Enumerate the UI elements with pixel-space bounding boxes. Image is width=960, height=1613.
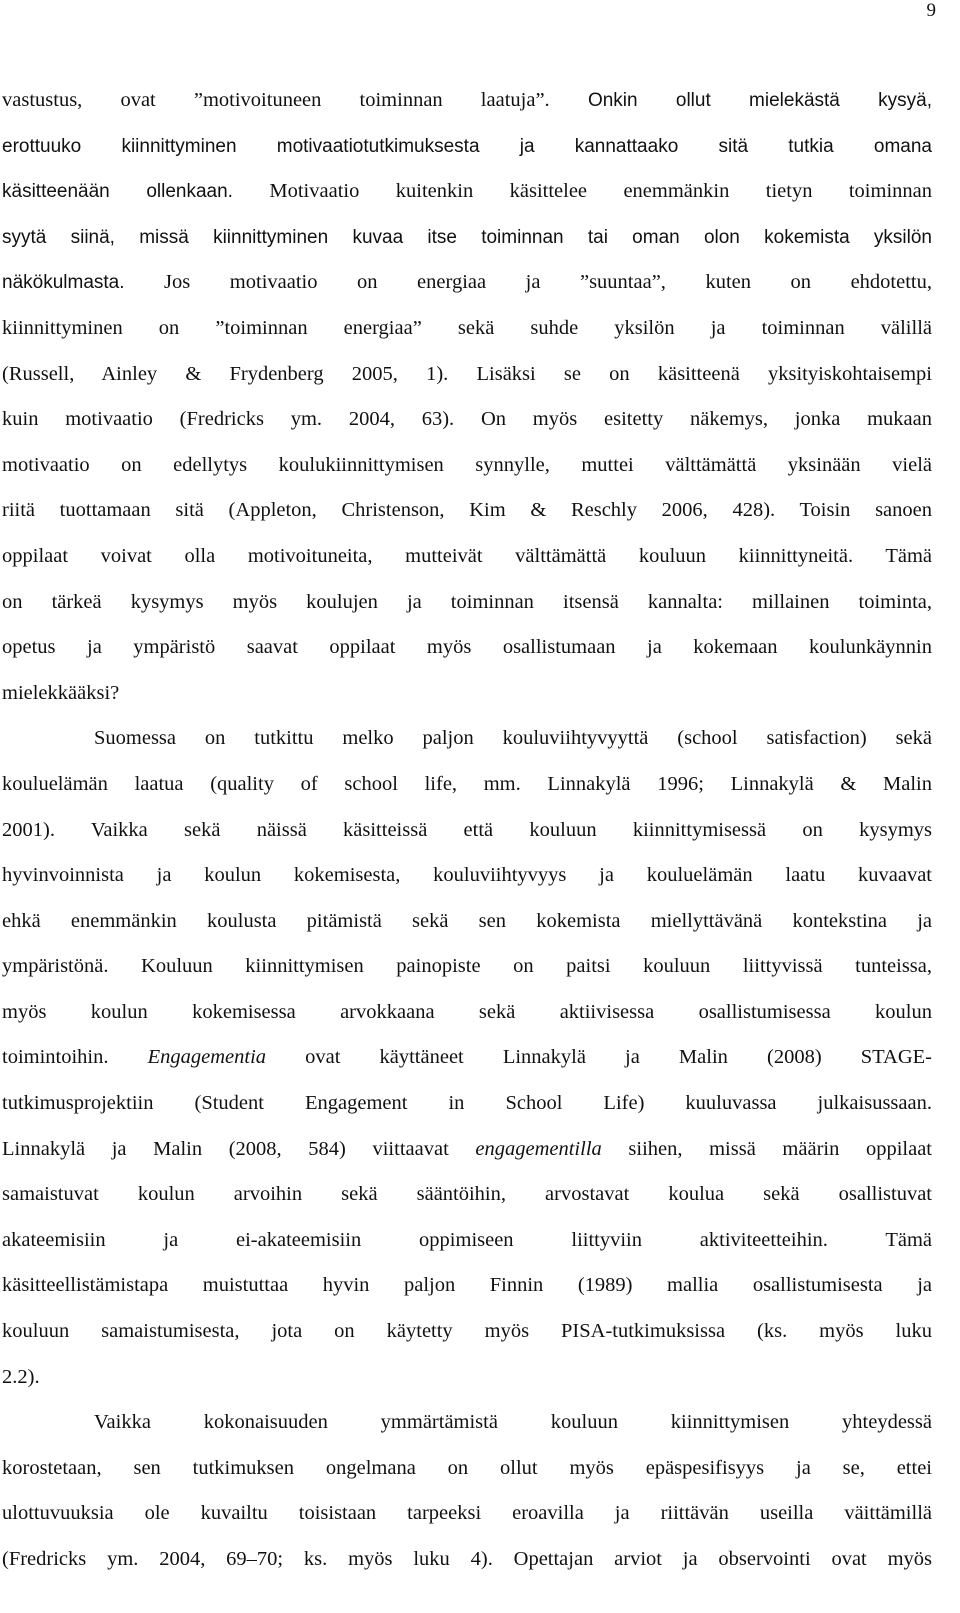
text-line: 2.2). [2,1365,40,1388]
text-span: toimintoihin. [2,1046,148,1069]
italic-term: engagementilla [475,1137,602,1160]
text-span: vastustus, ovat ”motivoituneen toiminnan laatuja”. [2,89,550,111]
text-line [2,169,932,215]
text-span: ovat käyttäneet Linnakylä ja Malin (2008) STAGE- [266,1046,932,1069]
body-text [2,78,932,1583]
text-line: samaistuvat koulun arvoihin sekä sääntöihin, arvostavat koulua sekä osallistuvat [2,1183,932,1206]
text-span: Jos motivaatio on energiaa ja ”suuntaa”, kuten on ehdotettu, [124,271,932,294]
text-line: tutkimusprojektiin (Student Engagement in School Life) kuuluvassa julkaisussaan. [2,1092,932,1115]
text-span: siihen, missä määrin oppilaat [601,1137,932,1160]
text-line: ulottuvuuksia ole kuvailtu toisistaan tarpeeksi eroavilla ja riittävän useilla väittämillä [2,1502,932,1525]
text-line: 2001). Vaikka sekä näissä käsitteissä että kouluun kiinnittymisessä on kysymys [2,818,932,841]
text-span: näkökulmasta. [2,272,125,294]
text-line [2,1127,932,1173]
text-line: oppilaat voivat olla motivoituneita, mutteivät välttämättä kouluun kiinnittyneitä. Tämä [2,544,932,567]
page-number: 9 [926,0,936,21]
text-line: (Russell, Ainley & Frydenberg 2005, 1). Lisäksi se on käsitteenä yksityiskohtaisempi [2,362,932,385]
text-line: myös koulun kokemisessa arvokkaana sekä aktiivisessa osallistumisessa koulun [2,1000,932,1023]
text-line: riitä tuottamaan sitä (Appleton, Christenson, Kim & Reschly 2006, 428). Toisin sanoen [2,499,932,522]
text-line: hyvinvoinnista ja koulun kokemisesta, kouluviihtyvyys ja kouluelämän laatu kuvaavat [2,864,932,887]
text-span: Linnakylä ja Malin (2008, 584) viittaavat [2,1137,476,1160]
text-line: kouluun samaistumisesta, jota on käytetty myös PISA-tutkimuksissa (ks. myös luku [2,1320,932,1343]
text-line: akateemisiin ja ei-akateemisiin oppimiseen liittyviin aktiviteetteihin. Tämä [2,1228,932,1251]
text-line [2,260,932,306]
text-span: käsitteenään ollenkaan. [2,181,233,203]
text-line: (Fredricks ym. 2004, 69–70; ks. myös luku 4). Opettajan arviot ja observointi ovat myös [2,1548,932,1570]
text-line: ehkä enemmänkin koulusta pitämistä sekä sen kokemista miellyttävänä kontekstina ja [2,909,932,932]
text-line [2,215,932,261]
text-line: käsitteellistämistapa muistuttaa hyvin paljon Finnin (1989) mallia osallistumisesta ja [2,1274,932,1297]
text-line [2,78,932,124]
text-line: on tärkeä kysymys myös koulujen ja toiminnan itsensä kannalta: millainen toiminta, [2,590,932,613]
text-line: motivaatio on edellytys koulukiinnittymisen synnylle, muttei välttämättä yksinään vielä [2,453,932,476]
text-line: Vaikka kokonaisuuden ymmärtämistä kouluun kiinnittymisen yhteydessä [94,1411,932,1434]
text-line: Suomessa on tutkittu melko paljon kouluviihtyvyyttä (school satisfaction) sekä [94,727,932,750]
text-span: syytä siinä, missä kiinnittyminen kuvaa itse toiminnan tai oman olon kokemista yksilön [2,226,932,248]
text-line: opetus ja ympäristö saavat oppilaat myös osallistumaan ja kokemaan koulunkäynnin [2,636,932,659]
text-span: Onkin ollut mielekästä kysyä, [549,90,932,111]
text-line: kiinnittyminen on ”toiminnan energiaa” sekä suhde yksilön ja toiminnan välillä [2,316,932,339]
text-line: korostetaan, sen tutkimuksen ongelmana on ollut myös epäspesifisyys ja se, ettei [2,1456,932,1479]
text-span: erottuuko kiinnittyminen motivaatiotutkimuksesta ja kannattaako sitä tutkia omana [2,135,932,157]
text-line: kouluelämän laatua (quality of school life, mm. Linnakylä 1996; Linnakylä & Malin [2,772,932,795]
text-line: mielekkääksi? [2,681,120,704]
text-line: kuin motivaatio (Fredricks ym. 2004, 63). On myös esitetty näkemys, jonka mukaan [2,408,932,431]
italic-term: Engagementia [147,1046,267,1069]
text-line: ympäristönä. Kouluun kiinnittymisen painopiste on paitsi kouluun liittyvissä tunteissa, [2,955,932,978]
text-line [2,124,932,170]
text-span: Motivaatio kuitenkin käsittelee enemmänkin tietyn toiminnan [232,180,932,203]
text-line [2,1035,932,1081]
